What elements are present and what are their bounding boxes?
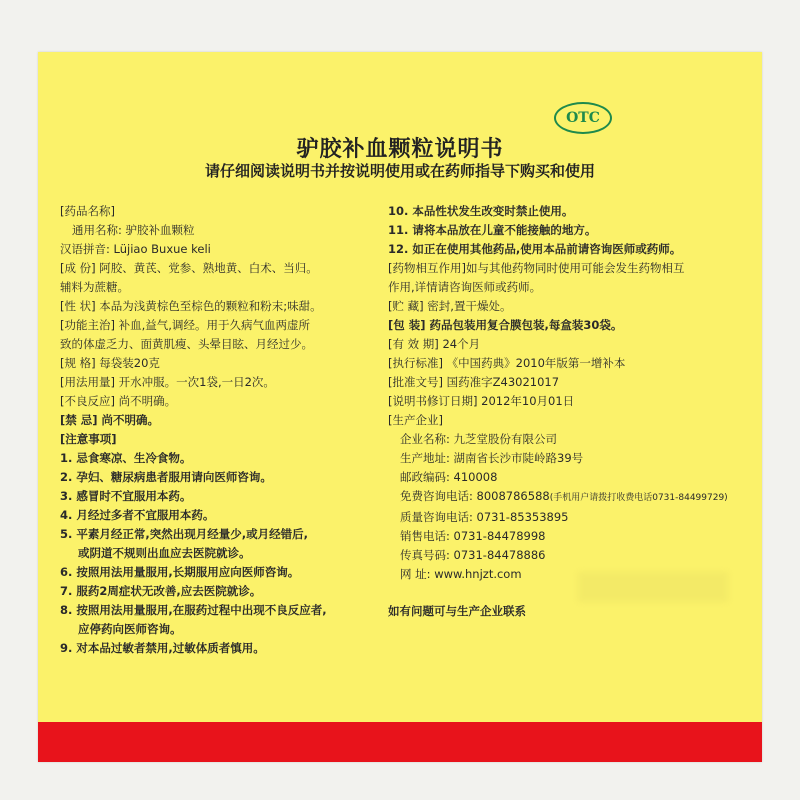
- note-item: 6. 按照用法用量服用,长期服用应向医师咨询。: [60, 565, 300, 579]
- page-title: 驴胶补血颗粒说明书: [296, 137, 504, 162]
- page-subtitle: 请仔细阅读说明书并按说明使用或在药师指导下购买和使用: [204, 162, 595, 180]
- address-label: 生产地址:: [400, 451, 450, 465]
- contra-tag: [禁 忌]: [60, 413, 98, 427]
- note-item-cont: 应停药向医师咨询。: [78, 622, 182, 636]
- postcode-label: 邮政编码:: [400, 470, 450, 484]
- otc-badge: OTC: [554, 102, 612, 134]
- storage-text: 密封,置干燥处。: [427, 299, 512, 313]
- interaction-tag: [药物相互作用]: [388, 261, 466, 275]
- note-item: 2. 孕妇、糖尿病患者服用请向医师咨询。: [60, 470, 272, 484]
- qc-label: 质量咨询电话:: [400, 510, 473, 524]
- company-name: 九芝堂股份有限公司: [453, 432, 558, 446]
- note-item: 3. 感冒时不宜服用本药。: [60, 489, 192, 503]
- blurred-region: [578, 572, 728, 602]
- ingredients-tag: [成 份]: [60, 261, 96, 275]
- note-item: 5. 平素月经正常,突然出现月经量少,或月经错后,: [60, 527, 308, 541]
- note-item: 1. 忌食寒凉、生冷食物。: [60, 451, 192, 465]
- usage-tag: [用法用量]: [60, 375, 115, 389]
- package-text: 药品包装用复合膜包装,每盒装30袋。: [429, 318, 623, 332]
- note-item: 10. 本品性状发生改变时禁止使用。: [388, 204, 574, 218]
- validity-text: 24个月: [442, 337, 481, 351]
- standard-text: 《中国药典》2010年版第一增补本: [446, 356, 626, 370]
- notes-tag: [注意事项]: [60, 432, 117, 446]
- note-item: 4. 月经过多者不宜服用本药。: [60, 508, 215, 522]
- pinyin-name: 汉语拼音: Lüjiao Buxue keli: [60, 242, 211, 256]
- company-label: 企业名称:: [400, 432, 450, 446]
- indications-text-2: 致的体虚乏力、面黄肌瘦、头晕目眩、月经过少。: [60, 337, 313, 351]
- postcode-text: 410008: [453, 470, 498, 484]
- leaflet-sheet: [38, 52, 762, 762]
- package-tag: [包 装]: [388, 318, 426, 332]
- standard-tag: [执行标准]: [388, 356, 443, 370]
- sales-label: 销售电话:: [400, 529, 450, 543]
- right-column: [388, 202, 738, 621]
- spec-text: 每袋装20克: [99, 356, 160, 370]
- contact-note: 如有问题可与生产企业联系: [388, 604, 526, 618]
- fax-number: 0731-84478886: [453, 548, 546, 562]
- note-item: 8. 按照用法用量服用,在服药过程中出现不良反应者,: [60, 603, 327, 617]
- address-text: 湖南省长沙市陡岭路39号: [453, 451, 584, 465]
- maker-tag: [生产企业]: [388, 413, 443, 427]
- hotline-label: 免费咨询电话:: [400, 489, 473, 503]
- qc-number: 0731-85353895: [476, 510, 569, 524]
- fax-label: 传真号码:: [400, 548, 450, 562]
- hotline-number: 8008786588: [476, 489, 550, 503]
- drug-name-tag: [药品名称]: [60, 204, 115, 218]
- ingredients-excipient: 辅料为蔗糖。: [60, 280, 129, 294]
- revision-tag: [说明书修订日期]: [388, 394, 478, 408]
- revision-text: 2012年10月01日: [481, 394, 575, 408]
- hotline-note: (手机用户请拨打收费电话0731-84499729): [549, 493, 728, 503]
- properties-text: 本品为浅黄棕色至棕色的颗粒和粉末;味甜。: [99, 299, 322, 313]
- indications-tag: [功能主治]: [60, 318, 115, 332]
- interaction-text: 如与其他药物同时使用可能会发生药物相互: [465, 261, 685, 275]
- note-item: 7. 服药2周症状无改善,应去医院就诊。: [60, 584, 262, 598]
- adverse-text: 尚不明确。: [118, 394, 177, 408]
- usage-text: 开水冲服。一次1袋,一日2次。: [118, 375, 275, 389]
- validity-tag: [有 效 期]: [388, 337, 439, 351]
- sales-number: 0731-84478998: [453, 529, 546, 543]
- generic-name: 通用名称: 驴胶补血颗粒: [72, 223, 195, 237]
- approval-tag: [批准文号]: [388, 375, 443, 389]
- spec-tag: [规 格]: [60, 356, 96, 370]
- note-item: 9. 对本品过敏者禁用,过敏体质者慎用。: [60, 641, 265, 655]
- website-text: www.hnjzt.com: [434, 567, 522, 581]
- note-item: 12. 如正在使用其他药品,使用本品前请咨询医师或药师。: [388, 242, 682, 256]
- properties-tag: [性 状]: [60, 299, 96, 313]
- ingredients-text: 阿胶、黄芪、党参、熟地黄、白术、当归。: [99, 261, 318, 275]
- note-item-cont: 或阴道不规则出血应去医院就诊。: [78, 546, 251, 560]
- red-footer-bar: [38, 722, 762, 762]
- interaction-text-2: 作用,详情请咨询医师或药师。: [388, 280, 542, 294]
- left-column: [60, 202, 382, 658]
- contra-text: 尚不明确。: [101, 413, 160, 427]
- storage-tag: [贮 藏]: [388, 299, 424, 313]
- note-item: 11. 请将本品放在儿童不能接触的地方。: [388, 223, 597, 237]
- web-label: 网 址:: [400, 567, 431, 581]
- approval-text: 国药准字Z43021017: [446, 375, 560, 389]
- indications-text: 补血,益气,调经。用于久病气血两虚所: [118, 318, 310, 332]
- adverse-tag: [不良反应]: [60, 394, 115, 408]
